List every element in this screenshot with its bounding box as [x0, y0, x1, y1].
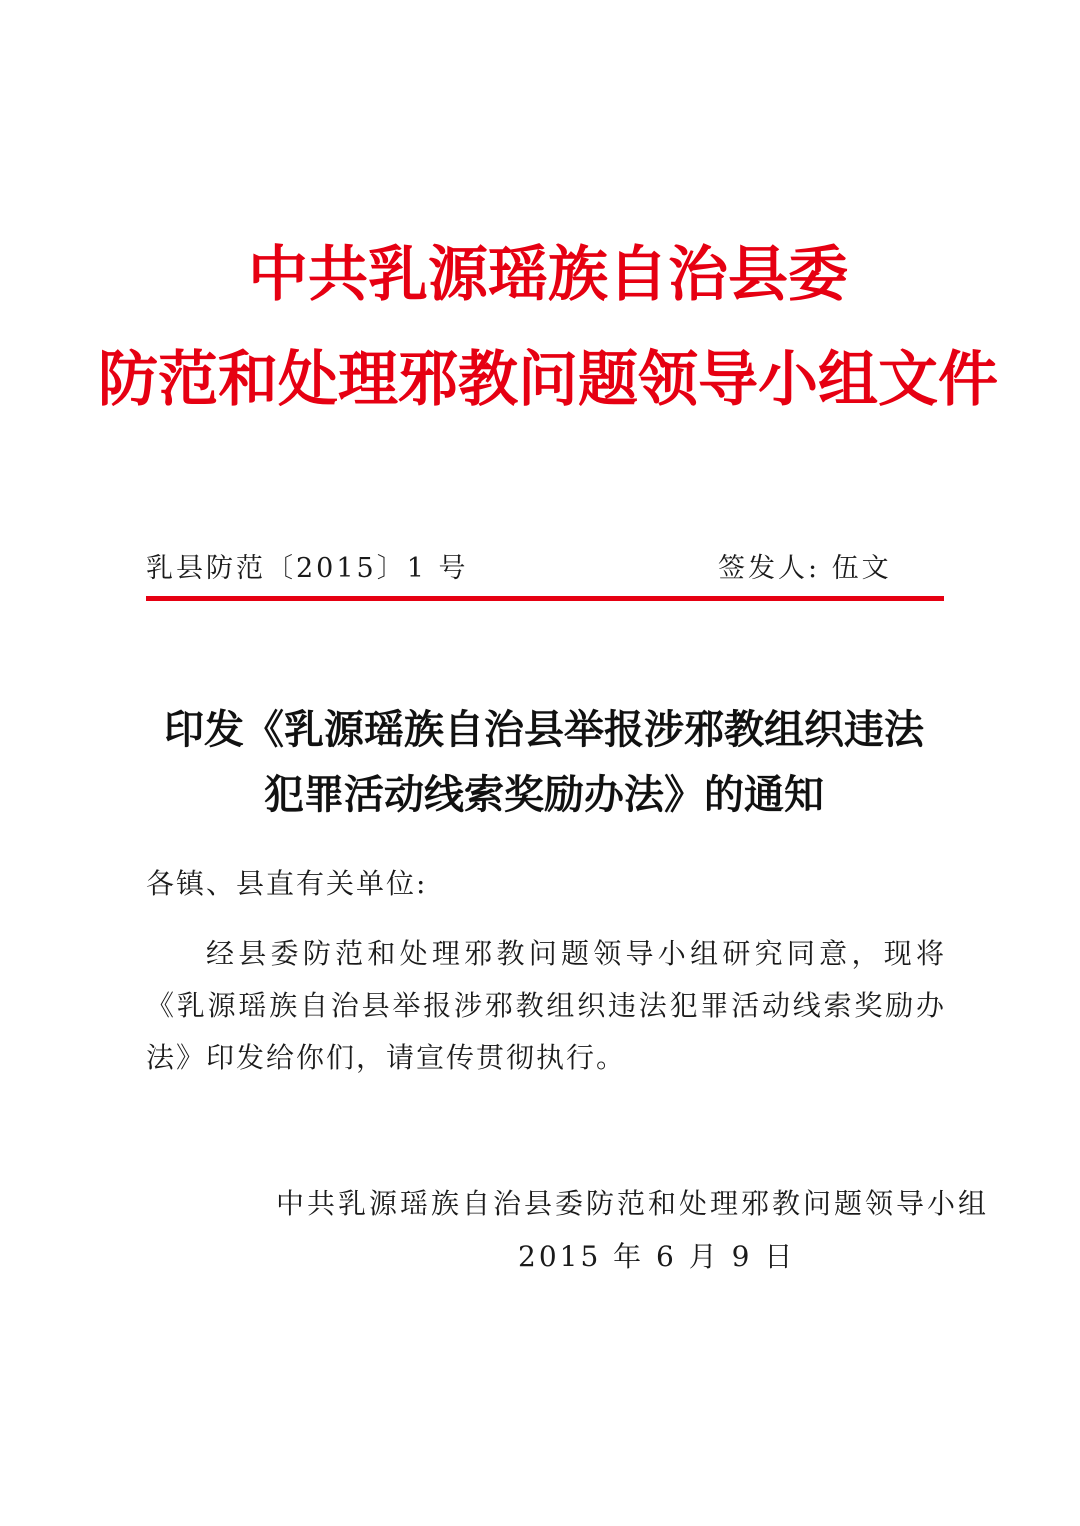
body-paragraph: 经县委防范和处理邪教问题领导小组研究同意，现将《乳源瑶族自治县举报涉邪教组织违法犯罪活动线索奖励办法》印发给你们，请宣传贯彻执行。: [146, 937, 946, 1074]
red-divider-line: [146, 596, 944, 601]
signature-date: 2015 年 6 月 9 日: [518, 1240, 796, 1273]
document-header-title-line-2: 防范和处理邪教问题领导小组文件: [98, 345, 998, 415]
salutation: 各镇、县直有关单位:: [146, 867, 428, 900]
notice-title-line-2: 犯罪活动线索奖励办法》的通知: [264, 771, 824, 818]
document-number: 乳县防范〔2015〕1 号: [146, 553, 469, 584]
document-header-title-line-1: 中共乳源瑶族自治县委: [248, 240, 848, 310]
signature-organization: 中共乳源瑶族自治县委防范和处理邪教问题领导小组: [276, 1187, 990, 1220]
document-signer: 签发人: 伍文: [718, 553, 892, 584]
notice-title-line-1: 印发《乳源瑶族自治县举报涉邪教组织违法: [164, 706, 924, 753]
